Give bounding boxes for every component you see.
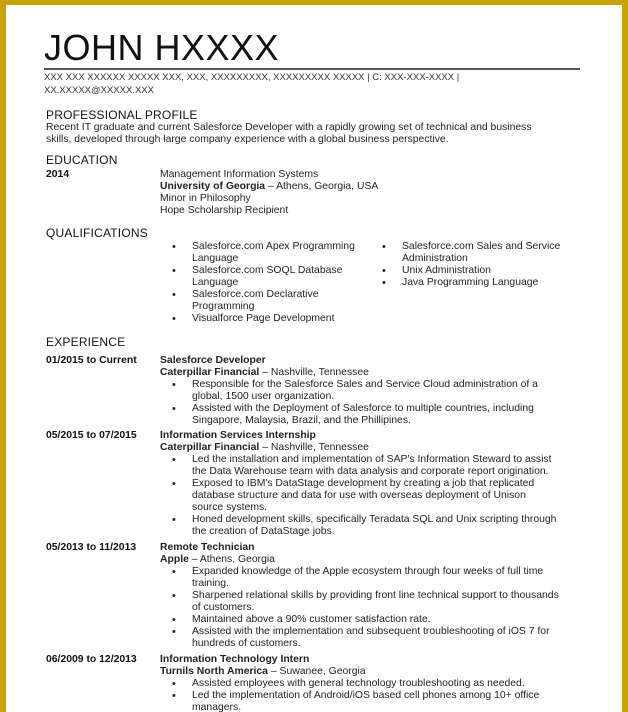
job-bullet-line: • Responsible for the Salesforce Sales and Service Cloud administration of a [192, 379, 538, 390]
job-bullet-line: training. [192, 578, 229, 589]
resume-page [6, 5, 622, 712]
qualification-text-line-1: • Salesforce.com Sales and Service [402, 241, 561, 252]
job-bullet [160, 454, 610, 478]
job-bullet [160, 614, 610, 626]
job-bullet-line: of customers. [192, 602, 255, 613]
profile-line-2: skills, developed through large company experience with a global business perspective. [46, 134, 449, 145]
section-heading-qualifications: QUALIFICATIONS [46, 226, 148, 240]
job-bullet-line: • Exposed to IBM's DataStage development by creating a job that replicated [192, 478, 535, 489]
job-dates: 05/2013 to 11/2013 [46, 542, 137, 553]
job-entry [160, 355, 610, 427]
job-title: Salesforce Developer [160, 355, 266, 366]
qualification-text-line-1: • Salesforce.com Declarative [192, 289, 319, 300]
job-bullet [160, 514, 610, 538]
qualification-item [370, 241, 602, 265]
job-title: Information Services Internship [160, 430, 316, 441]
job-bullet [160, 379, 610, 403]
job-bullets [160, 566, 610, 650]
job-bullet-line: • Led the installation and implementation of SAP's Information Steward to assist [192, 454, 552, 465]
education-school: University of Georgia [160, 181, 266, 192]
job-bullet [160, 690, 610, 712]
header-rule [44, 68, 580, 70]
job-bullet-line: • Expanded knowledge of the Apple ecosystem through four weeks of full time [192, 566, 544, 577]
job-bullet-line: global, 1500 user organization. [192, 391, 335, 402]
contact-line-1: XXX XXX XXXXXX XXXXX XXX, XXX, XXXXXXXXX, XXXXXXXXX XXXXX | C: XXX-XXX-XXXX | [44, 72, 460, 83]
qualification-item [160, 241, 382, 265]
contact-info [44, 71, 564, 97]
job-bullet-line: • Assisted with the implementation and subsequent troubleshooting of iOS 7 for [192, 626, 550, 637]
candidate-name: JOHN HXXXX [44, 27, 280, 68]
job-bullet-line: managers. [192, 702, 242, 712]
qualification-text-line-2: Programming [192, 301, 255, 312]
job-company: Caterpillar Financial [160, 442, 260, 453]
job-dates: 05/2015 to 07/2015 [46, 430, 137, 441]
education-details [160, 169, 378, 217]
job-company-line [160, 367, 610, 379]
education-minor: Minor in Philosophy [160, 193, 251, 204]
job-company: Turnils North America [160, 666, 268, 677]
job-entry [160, 654, 610, 712]
job-location: Athens, Georgia [199, 554, 275, 565]
job-bullet [160, 590, 610, 614]
education-year: 2014 [46, 169, 70, 180]
profile-line-1: Recent IT graduate and current Salesforce Developer with a rapidly growing set of technical and business [46, 122, 532, 133]
qualification-item [160, 265, 382, 289]
qualification-item [160, 289, 382, 313]
job-title: Information Technology Intern [160, 654, 310, 665]
job-location: Suwanee, Georgia [279, 666, 366, 677]
job-bullet-line: database structure and data for use with overseas deployment of Unison [192, 490, 526, 501]
job-company-line [160, 442, 610, 454]
education-location: Athens, Georgia, USA [276, 181, 379, 192]
separator: – [267, 181, 274, 192]
qualification-text-line-1: • Salesforce.com Apex Programming [192, 241, 355, 252]
job-bullets [160, 454, 610, 538]
job-company-line [160, 666, 610, 678]
job-bullets [160, 678, 610, 712]
job-bullet-line: Singapore, Malaysia, Brazil, and the Phillipines. [192, 415, 411, 426]
qualification-text-line-1: • Java Programming Language [402, 277, 539, 288]
qualification-item [370, 277, 602, 289]
job-bullet-line: • Assisted with the Deployment of Salesforce to multiple countries, including [192, 403, 534, 414]
job-dates: 06/2009 to 12/2013 [46, 654, 137, 665]
separator: – [267, 666, 280, 677]
job-bullet [160, 678, 610, 690]
job-bullet [160, 566, 610, 590]
job-entry [160, 430, 610, 538]
job-company: Caterpillar Financial [160, 367, 260, 378]
section-heading-education: EDUCATION [46, 153, 118, 167]
job-location: Nashville, Tennessee [270, 442, 369, 453]
education-award: Hope Scholarship Recipient [160, 205, 289, 216]
separator: – [188, 554, 200, 565]
job-dates: 01/2015 to Current [46, 355, 137, 366]
qualification-text-line-1: • Salesforce.com SOQL Database [192, 265, 343, 276]
job-bullet-line: the Data Warehouse team with data analysis and corporate report origination. [192, 466, 549, 477]
qualification-text-line-1: • Unix Administration [402, 265, 491, 276]
job-bullet-line: the creation of DataStage jobs. [192, 526, 335, 537]
profile-summary [46, 122, 532, 146]
job-bullet [160, 403, 610, 427]
qualification-item [370, 265, 602, 277]
job-bullet-line: • Assisted employees with general technology troubleshooting as needed. [192, 678, 525, 689]
job-company: Apple [160, 554, 189, 565]
qualification-item [160, 313, 382, 325]
qualification-text-line-2: Language [192, 253, 239, 264]
education-school-line [160, 181, 378, 193]
contact-line-2: XX.XXXXX@XXXXX.XXX [44, 85, 154, 96]
job-bullet-line: • Led the implementation of Android/iOS based cell phones among 10+ office [192, 690, 540, 701]
job-bullet-line: • Sharpened relational skills by providing front line technical support to thousands [192, 590, 559, 601]
qualifications-right-list [370, 241, 602, 289]
job-bullets [160, 379, 610, 427]
separator: – [259, 442, 271, 453]
job-company-line [160, 554, 610, 566]
job-bullet [160, 626, 610, 650]
qualification-text-line-1: • Visualforce Page Development [192, 313, 335, 324]
job-location: Nashville, Tennessee [270, 367, 369, 378]
separator: – [259, 367, 271, 378]
job-bullet-line: source systems. [192, 502, 268, 513]
job-bullet [160, 478, 610, 514]
job-entry [160, 542, 610, 650]
job-title: Remote Technician [160, 542, 255, 553]
qualifications-left-list [160, 241, 382, 325]
job-bullet-line: • Honed development skills, specifically Teradata SQL and Unix scripting through [192, 514, 557, 525]
education-degree: Management Information Systems [160, 169, 319, 180]
section-heading-experience: EXPERIENCE [46, 335, 126, 349]
qualification-text-line-2: Language [192, 277, 239, 288]
section-heading-profile: PROFESSIONAL PROFILE [46, 108, 198, 122]
job-bullet-line: • Maintained above a 90% customer satisfaction rate. [192, 614, 431, 625]
job-bullet-line: hundreds of customers. [192, 638, 301, 649]
qualification-text-line-2: Administration [402, 253, 468, 264]
